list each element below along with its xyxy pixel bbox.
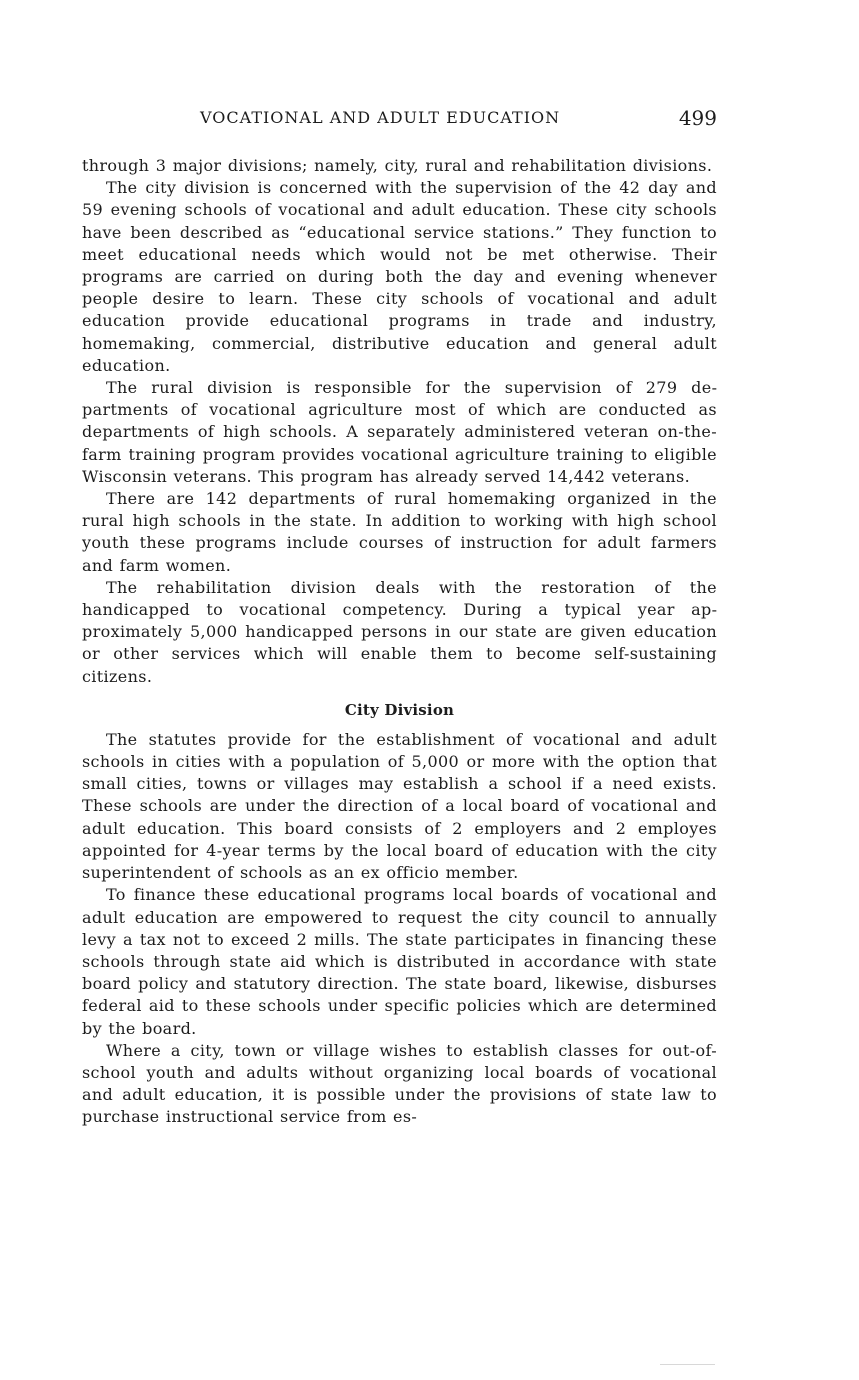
paragraph-statutes: The statutes provide for the establishment of vocational and adult schools in cities with a population of 5,000 or more with the option that small cities, towns or villages may establish a school if a need exists. These schools are under the direction of a local board of vocational and adult education. This board consists of 2 employers and 2 employes appointed for 4-year terms by the local board of education with the city superintendent of schools as an ex officio member. xyxy=(82,729,717,883)
body-text xyxy=(82,155,717,1129)
paragraph-continuation: through 3 major divisions; namely, city, rural and rehabilitation divisions. xyxy=(82,156,713,175)
paragraph-city-division-overview: The city division is concerned with the supervision of the 42 day and 59 evening schools of vocational and adult education. These city schools have been described as “educational service stations.” They function to meet educational needs which would not be met otherwise. Their programs are carried on during both the day and evening whenever people desire to learn. These city schools of vocational and adult education provide educational programs in trade and industry, homemaking, commercial, distributive education and general adult education. xyxy=(82,178,717,375)
scan-mark-line xyxy=(660,1364,715,1365)
running-head xyxy=(82,106,717,132)
paragraph-rural-division-overview: The rural division is responsible for the supervision of 279 departments of vocational agriculture most of which are conducted as departments of high schools. A separately administered veteran on-the-farm training program provides vocational agriculture training to eligible Wisconsin veterans. This program has already served 14,442 veterans. xyxy=(82,378,717,486)
running-title: VOCATIONAL AND ADULT EDUCATION xyxy=(200,108,561,127)
paragraph-rural-homemaking: There are 142 departments of rural homemaking organized in the rural high schools in the state. In addition to working with high school youth these programs include courses of instruction for adult farmers and farm women. xyxy=(82,489,717,575)
paragraph-rehabilitation-division: The rehabilitation division deals with the restoration of the handicapped to vocational competency. During a typical year approximately 5,000 handicapped persons in our state are given education or other services which will enable them to become self-sustaining citizens. xyxy=(82,577,717,686)
page-number: 499 xyxy=(678,106,717,130)
paragraph-finance: To finance these educational programs local boards of vocational and adult education are empowered to request the city council to annually levy a tax not to exceed 2 mills. The state participates in financing these schools through state aid which is distributed in accordance with state board policy and statutory direction. The state board, likewise, disburses federal aid to these schools under specific policies which are determined by the board. xyxy=(82,885,717,1038)
section-heading: City Division xyxy=(344,700,455,719)
paragraph-instructional-service: Where a city, town or village wishes to establish classes for out-of-school youth and adults without organizing local boards of vocational and adult education, it is possible under the provisions of state law to purchase instructional service from es- xyxy=(82,1040,717,1127)
